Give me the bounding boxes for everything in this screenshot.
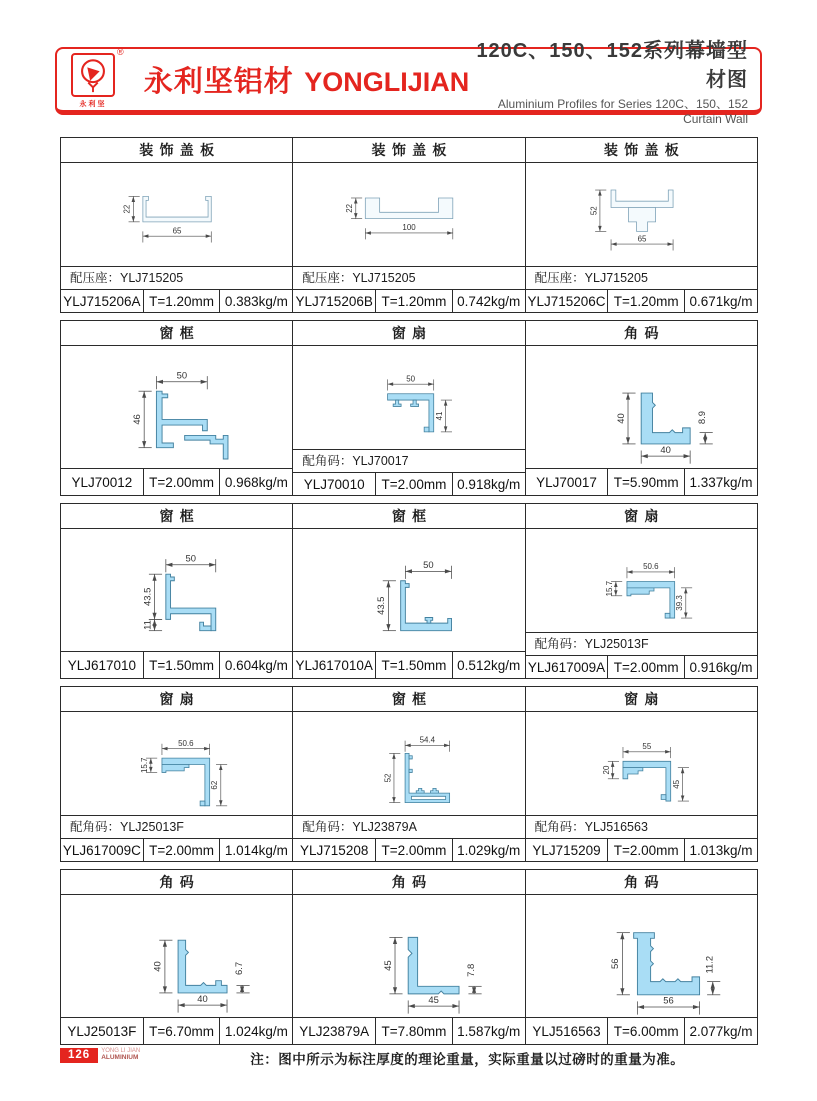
profile-model-number: YLJ617009A xyxy=(526,656,609,678)
svg-text:7.8: 7.8 xyxy=(465,963,477,977)
brand-name-cn: 永利坚铝材 xyxy=(143,66,294,98)
header xyxy=(55,39,762,126)
profile-row xyxy=(60,869,758,1045)
profile-category-title: 窗框 xyxy=(293,687,524,712)
profile-note: 配角码：YLJ25013F xyxy=(526,632,757,655)
svg-text:50: 50 xyxy=(423,559,434,571)
svg-text:65: 65 xyxy=(172,226,182,236)
profile-spec-row xyxy=(293,289,524,312)
footer-brand-bottom: ALUMINIUM xyxy=(101,1054,139,1061)
profile-category-title: 窗框 xyxy=(293,504,524,529)
profile-drawing xyxy=(61,529,292,651)
svg-text:56: 56 xyxy=(608,958,620,969)
profile-drawing xyxy=(293,529,524,651)
profile-category-title: 窗框 xyxy=(61,504,292,529)
profile-cell xyxy=(526,137,758,313)
profile-cell xyxy=(60,320,293,496)
profile-note: 配压座：YLJ715205 xyxy=(526,266,757,289)
profile-category-title: 角码 xyxy=(61,870,292,895)
profile-category-title: 角码 xyxy=(526,321,757,346)
profile-weight: 1.029kg/m xyxy=(457,842,521,858)
brand-name-en: YONGLIJIAN xyxy=(304,67,470,97)
profile-row xyxy=(60,686,758,862)
profile-cell xyxy=(526,686,758,862)
svg-text:11: 11 xyxy=(141,620,153,630)
svg-text:39.3: 39.3 xyxy=(674,595,684,611)
footer xyxy=(60,1048,758,1068)
profile-note: 配角码：YLJ516563 xyxy=(526,815,757,838)
profile-thickness: T=2.00mm xyxy=(608,656,685,678)
svg-text:50: 50 xyxy=(185,552,197,564)
profile-cell xyxy=(293,137,525,313)
svg-text:40: 40 xyxy=(614,413,626,424)
profile-category-title: 窗扇 xyxy=(526,504,757,529)
profile-spec-row xyxy=(61,838,292,861)
profile-weight: 0.671kg/m xyxy=(689,293,753,309)
profile-cell xyxy=(526,320,758,496)
profile-model-number: YLJ617010A xyxy=(293,652,376,678)
profile-weight: 0.918kg/m xyxy=(457,476,521,492)
profile-spec-row xyxy=(293,472,524,495)
profile-weight: 2.077kg/m xyxy=(689,1023,753,1039)
profile-thickness: T=6.00mm xyxy=(608,1018,685,1044)
svg-text:20: 20 xyxy=(601,765,611,775)
profile-thickness: T=2.00mm xyxy=(376,473,453,495)
profile-weight: 1.014kg/m xyxy=(224,842,288,858)
svg-text:41: 41 xyxy=(435,411,445,421)
svg-text:50: 50 xyxy=(176,369,188,381)
profile-model-number: YLJ715209 xyxy=(526,839,609,861)
profile-note: 配角码：YLJ70017 xyxy=(293,449,524,472)
profile-thickness: T=7.80mm xyxy=(376,1018,453,1044)
svg-text:40: 40 xyxy=(197,992,208,1004)
profile-model-number: YLJ617010 xyxy=(61,652,144,678)
profile-spec-row xyxy=(526,468,757,495)
profile-spec-row xyxy=(293,838,524,861)
profile-weight: 0.604kg/m xyxy=(224,657,288,673)
profile-spec-row xyxy=(526,1017,757,1044)
page-title: 120C、150、152系列幕墙型材图 xyxy=(476,39,748,91)
logo-characters: 永利坚 xyxy=(79,100,107,108)
profile-weight: 0.916kg/m xyxy=(689,659,753,675)
svg-text:100: 100 xyxy=(402,223,417,233)
profile-thickness: T=1.20mm xyxy=(608,290,685,312)
profile-drawing xyxy=(526,895,757,1017)
profile-drawing xyxy=(61,346,292,468)
page-subtitle: Aluminium Profiles for Series 120C、150、152 Curtain Wall xyxy=(497,96,748,126)
svg-text:6.7: 6.7 xyxy=(233,961,245,975)
svg-text:50.6: 50.6 xyxy=(642,562,659,572)
profile-model-number: YLJ715206B xyxy=(293,290,376,312)
profile-thickness: T=6.70mm xyxy=(144,1018,221,1044)
profile-category-title: 角码 xyxy=(293,870,524,895)
svg-text:43.5: 43.5 xyxy=(375,596,387,615)
profile-note: 配角码：YLJ25013F xyxy=(61,815,292,838)
profile-thickness: T=1.50mm xyxy=(144,652,221,678)
svg-text:45: 45 xyxy=(382,960,394,971)
profile-cell xyxy=(293,320,525,496)
profile-thickness: T=5.90mm xyxy=(608,469,685,495)
svg-text:52: 52 xyxy=(588,206,598,216)
svg-text:43.5: 43.5 xyxy=(141,587,153,606)
footer-brand-top: YONG LI JIAN xyxy=(101,1048,141,1054)
profile-spec-row xyxy=(293,1017,524,1044)
profile-model-number: YLJ23879A xyxy=(293,1018,376,1044)
profile-model-number: YLJ70012 xyxy=(61,469,144,495)
profile-row xyxy=(60,320,758,496)
svg-text:15.7: 15.7 xyxy=(140,757,150,774)
profile-spec-row xyxy=(526,838,757,861)
svg-text:40: 40 xyxy=(151,961,163,972)
profile-cell xyxy=(60,137,293,313)
profile-thickness: T=2.00mm xyxy=(144,839,221,861)
svg-text:45: 45 xyxy=(428,993,440,1005)
profile-grid xyxy=(60,137,758,1052)
profile-spec-row xyxy=(61,651,292,678)
profile-spec-row xyxy=(526,655,757,678)
profile-thickness: T=2.00mm xyxy=(376,839,453,861)
profile-category-title: 窗扇 xyxy=(61,687,292,712)
profile-drawing xyxy=(61,895,292,1017)
profile-row xyxy=(60,503,758,679)
profile-spec-row xyxy=(526,289,757,312)
svg-text:62: 62 xyxy=(210,780,220,790)
profile-weight: 1.587kg/m xyxy=(457,1023,521,1039)
profile-category-title: 窗扇 xyxy=(526,687,757,712)
profile-drawing xyxy=(526,529,757,632)
profile-weight: 1.013kg/m xyxy=(689,842,753,858)
profile-drawing xyxy=(526,712,757,815)
profile-cell xyxy=(60,869,293,1045)
profile-weight: 0.968kg/m xyxy=(224,474,288,490)
registered-mark: ® xyxy=(117,46,124,57)
profile-model-number: YLJ715206C xyxy=(526,290,609,312)
profile-note: 配压座：YLJ715205 xyxy=(293,266,524,289)
profile-cell xyxy=(526,869,758,1045)
profile-model-number: YLJ70017 xyxy=(526,469,609,495)
profile-category-title: 装饰盖板 xyxy=(293,138,524,163)
svg-text:55: 55 xyxy=(642,741,651,751)
svg-text:46: 46 xyxy=(130,414,142,425)
profile-model-number: YLJ25013F xyxy=(61,1018,144,1044)
page-number: 126 xyxy=(60,1048,98,1063)
profile-cell xyxy=(293,869,525,1045)
profile-spec-row xyxy=(61,468,292,495)
profile-weight: 1.337kg/m xyxy=(689,474,753,490)
profile-category-title: 窗框 xyxy=(61,321,292,346)
profile-spec-row xyxy=(293,651,524,678)
profile-thickness: T=1.20mm xyxy=(144,290,221,312)
profile-thickness: T=2.00mm xyxy=(608,839,685,861)
profile-cell xyxy=(60,686,293,862)
profile-weight: 0.742kg/m xyxy=(457,293,521,309)
profile-model-number: YLJ70010 xyxy=(293,473,376,495)
page-title-block xyxy=(469,34,748,126)
brand-name xyxy=(144,59,470,100)
profile-drawing xyxy=(526,163,757,266)
profile-category-title: 角码 xyxy=(526,870,757,895)
profile-model-number: YLJ715206A xyxy=(61,290,144,312)
profile-note: 配角码：YLJ23879A xyxy=(293,815,524,838)
profile-category-title: 窗扇 xyxy=(293,321,524,346)
profile-model-number: YLJ516563 xyxy=(526,1018,609,1044)
footer-note: 注：图中所示为标注厚度的理论重量，实际重量以过磅时的重量为准。 xyxy=(250,1052,685,1067)
profile-drawing xyxy=(293,163,524,266)
svg-text:8.9: 8.9 xyxy=(695,411,707,425)
profile-drawing xyxy=(293,712,524,815)
logo-emblem-icon xyxy=(71,53,115,97)
profile-model-number: YLJ617009C xyxy=(61,839,144,861)
footer-brand-small xyxy=(101,1048,140,1063)
company-logo xyxy=(71,46,124,109)
svg-text:50.6: 50.6 xyxy=(178,738,194,748)
profile-weight: 0.383kg/m xyxy=(224,293,288,309)
svg-text:15.7: 15.7 xyxy=(604,580,614,597)
profile-category-title: 装饰盖板 xyxy=(61,138,292,163)
svg-text:45: 45 xyxy=(671,779,681,789)
svg-text:11.2: 11.2 xyxy=(703,955,715,974)
profile-weight: 1.024kg/m xyxy=(224,1023,288,1039)
svg-text:54.4: 54.4 xyxy=(419,735,436,745)
profile-weight: 0.512kg/m xyxy=(457,657,521,673)
profile-thickness: T=2.00mm xyxy=(144,469,221,495)
svg-text:50: 50 xyxy=(406,374,416,384)
svg-text:56: 56 xyxy=(662,994,674,1006)
profile-cell xyxy=(293,686,525,862)
profile-note: 配压座：YLJ715205 xyxy=(61,266,292,289)
profile-drawing xyxy=(61,163,292,266)
profile-spec-row xyxy=(61,289,292,312)
profile-cell xyxy=(60,503,293,679)
page-number-badge xyxy=(60,1048,140,1063)
svg-text:52: 52 xyxy=(383,773,393,783)
profile-model-number: YLJ715208 xyxy=(293,839,376,861)
profile-drawing xyxy=(293,346,524,449)
svg-text:22: 22 xyxy=(122,204,132,214)
profile-cell xyxy=(293,503,525,679)
profile-drawing xyxy=(61,712,292,815)
profile-drawing xyxy=(526,346,757,468)
profile-drawing xyxy=(293,895,524,1017)
svg-text:65: 65 xyxy=(637,234,647,244)
svg-text:40: 40 xyxy=(660,443,671,455)
profile-thickness: T=1.50mm xyxy=(376,652,453,678)
profile-thickness: T=1.20mm xyxy=(376,290,453,312)
profile-spec-row xyxy=(61,1017,292,1044)
profile-cell xyxy=(526,503,758,679)
profile-category-title: 装饰盖板 xyxy=(526,138,757,163)
profile-row xyxy=(60,137,758,313)
svg-text:22: 22 xyxy=(345,203,355,213)
